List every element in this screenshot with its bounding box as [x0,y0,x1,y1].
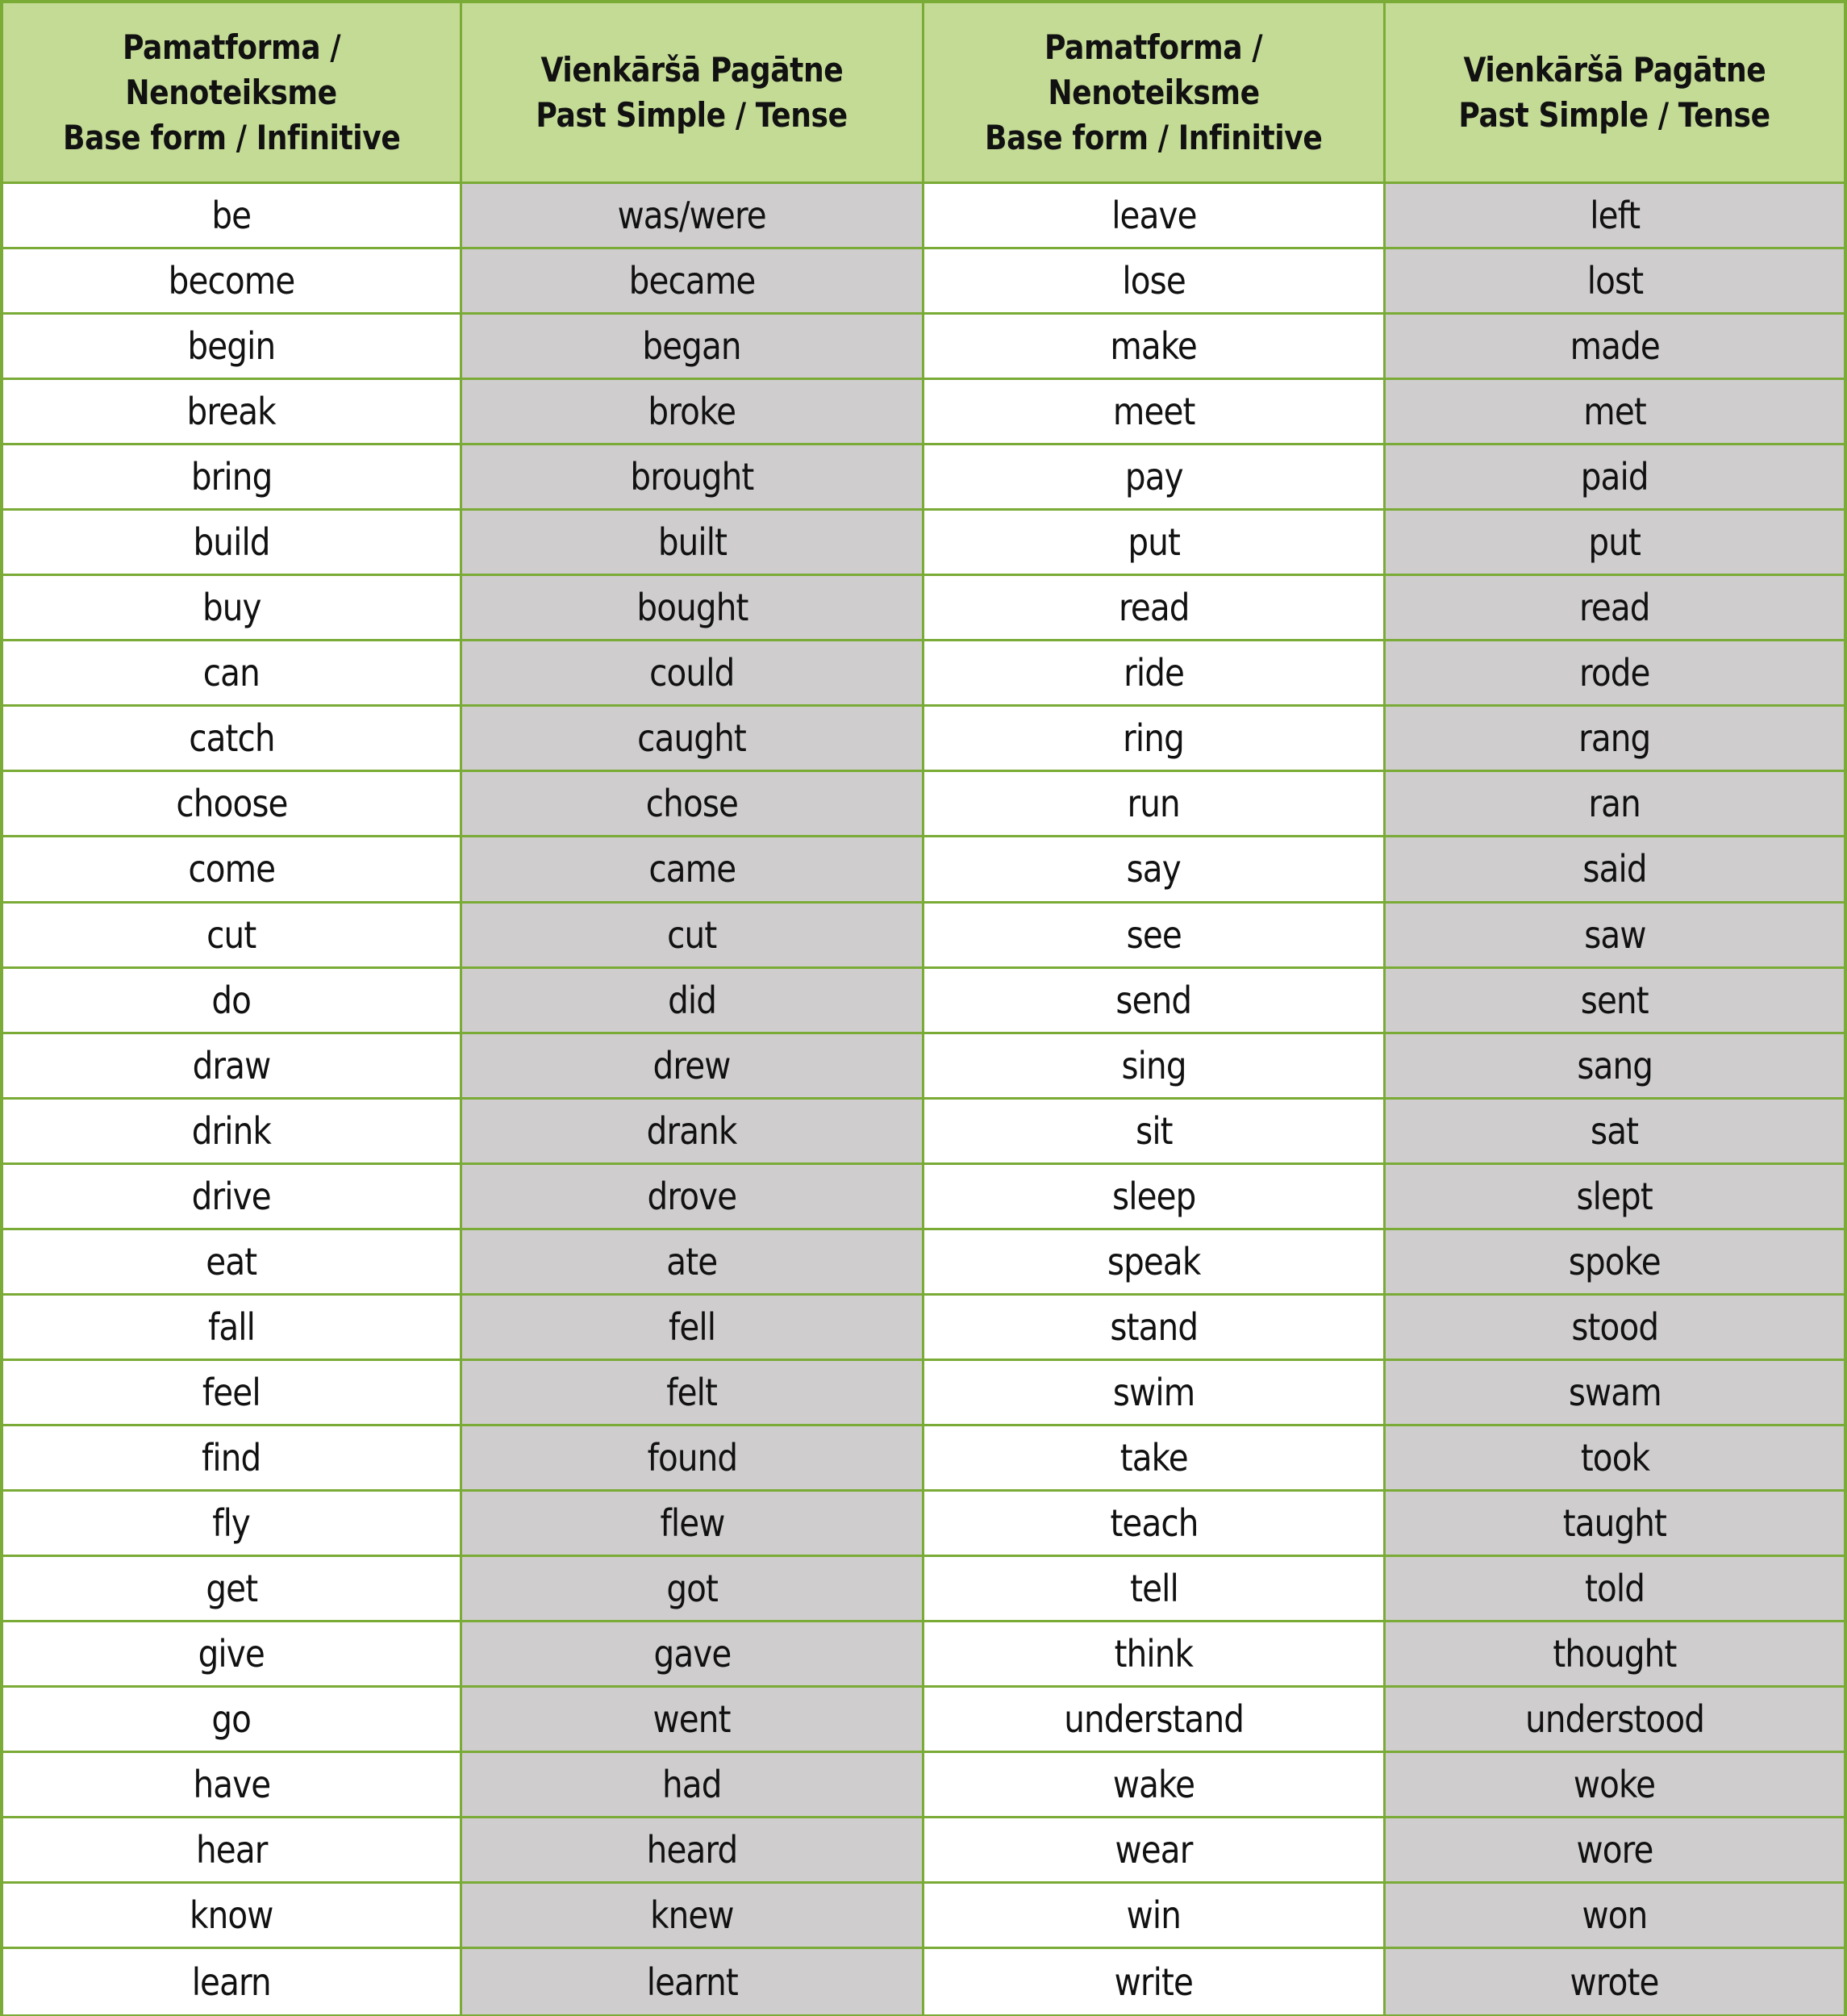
verb-text: wake [1112,1763,1195,1807]
verb-text: caught [637,716,747,761]
verb-text: flew [660,1501,724,1545]
past-simple-cell [1386,1361,1844,1426]
verb-text: go [211,1697,252,1742]
verb-text: paid [1581,455,1649,499]
base-form-cell [3,1034,462,1100]
past-simple-cell [462,1557,924,1622]
header-line: Past Simple / Tense [536,94,848,135]
past-simple-cell [1386,969,1844,1034]
past-simple-cell [462,1688,924,1753]
base-form-cell [3,249,462,315]
verb-text: stood [1571,1304,1658,1349]
base-form-cell [3,904,462,969]
verb-text: did [667,978,717,1022]
base-form-cell [3,1165,462,1230]
base-form-cell [3,772,462,837]
base-form-cell [924,969,1386,1034]
base-form-cell [3,1949,462,2014]
base-form-cell [3,1884,462,1949]
past-simple-cell [1386,315,1844,380]
base-form-cell [924,641,1386,707]
verb-text: began [642,324,742,369]
base-form-cell [3,969,462,1034]
verb-text: put [1128,520,1180,565]
verb-text: told [1584,1567,1645,1610]
verb-text: buy [202,586,261,630]
verb-text: put [1588,520,1641,565]
past-simple-cell [1386,1230,1844,1296]
base-form-cell [924,1230,1386,1296]
past-simple-cell [1386,1688,1844,1753]
verb-text: can [202,651,261,695]
base-form-cell [3,1100,462,1165]
past-simple-cell [1386,1426,1844,1492]
base-form-cell [924,1296,1386,1361]
verb-text: broke [648,390,736,434]
verb-text: came [648,847,736,891]
past-simple-cell [462,1622,924,1688]
past-simple-cell [1386,1034,1844,1100]
verb-text: knew [650,1893,734,1938]
verb-text: catch [188,716,275,761]
past-simple-cell [1386,904,1844,969]
base-form-cell [3,707,462,772]
past-simple-cell [1386,707,1844,772]
past-simple-cell [462,904,924,969]
past-simple-cell [1386,1622,1844,1688]
verb-text: fly [212,1501,251,1545]
past-simple-cell [1386,184,1844,249]
base-form-cell [924,184,1386,249]
verb-text: drink [191,1108,272,1153]
base-form-cell [3,1426,462,1492]
verb-text: stand [1110,1304,1198,1349]
past-simple-cell [462,1492,924,1557]
base-form-cell [924,1818,1386,1884]
verb-text: felt [666,1370,718,1414]
header-line: Vienkāršā Pagātne [540,49,844,90]
verb-text: choose [175,782,288,826]
verb-text: swam [1568,1370,1661,1414]
past-simple-cell [1386,445,1844,511]
past-simple-cell [462,641,924,707]
verb-text: drive [191,1174,272,1218]
verb-text: fall [207,1304,256,1349]
past-simple-cell [1386,1884,1844,1949]
verb-text: sat [1591,1108,1639,1153]
verb-text: made [1570,324,1660,369]
header-line: Base form / Infinitive [985,117,1323,157]
verb-text: gave [653,1632,731,1676]
base-form-cell [924,1034,1386,1100]
header-line: Vienkāršā Pagātne [1463,49,1766,90]
past-simple-cell [1386,772,1844,837]
base-form-cell [3,1818,462,1884]
verb-text: win [1126,1893,1182,1938]
base-form-cell [924,576,1386,641]
base-form-cell [924,1492,1386,1557]
verb-text: had [662,1763,722,1807]
base-form-cell [3,1622,462,1688]
verb-text: found [647,1435,737,1480]
verb-text: bring [190,455,273,499]
verb-text: taught [1562,1501,1667,1545]
verb-text: teach [1109,1501,1199,1545]
verb-text: learnt [646,1960,738,2004]
past-simple-cell [462,1230,924,1296]
header-line: Pamatforma / [122,27,341,67]
past-simple-cell [1386,511,1844,576]
verb-text: understand [1064,1697,1244,1742]
verb-text: drove [647,1174,737,1218]
base-form-cell [924,837,1386,903]
verb-text: ate [666,1239,718,1283]
verb-text: drank [647,1108,737,1153]
verb-text: leave [1111,194,1197,238]
verb-text: find [202,1435,261,1480]
base-form-cell [924,1426,1386,1492]
base-form-cell [3,1230,462,1296]
verb-text: brought [630,455,754,499]
past-simple-cell [462,772,924,837]
verb-text: tell [1129,1567,1178,1610]
base-form-cell [3,380,462,445]
past-simple-cell [462,1361,924,1426]
past-simple-cell [462,707,924,772]
base-form-cell [924,1165,1386,1230]
verb-text: wrote [1570,1960,1659,2004]
verb-text: ring [1123,716,1185,761]
verb-text: make [1110,324,1198,369]
verb-text: lost [1586,259,1643,303]
base-form-cell [924,1557,1386,1622]
past-simple-cell [1386,1296,1844,1361]
base-form-cell [924,1100,1386,1165]
past-simple-cell [462,249,924,315]
base-form-cell [924,1688,1386,1753]
past-simple-cell [1386,837,1844,903]
verb-text: left [1589,194,1641,238]
verb-text: cut [667,912,717,957]
verb-text: built [657,520,727,565]
verb-text: say [1126,847,1182,891]
past-simple-cell [1386,1818,1844,1884]
past-simple-cell [1386,249,1844,315]
verb-text: read [1579,586,1650,630]
base-form-cell [924,1622,1386,1688]
verb-text: draw [192,1043,271,1087]
base-form-cell [3,837,462,903]
base-form-cell [3,1296,462,1361]
past-simple-cell [1386,641,1844,707]
header-line: Nenoteiksme [125,72,338,112]
verb-text: build [193,520,270,565]
verb-text: thought [1553,1632,1677,1676]
verb-text: write [1114,1960,1194,2004]
verb-text: see [1126,912,1182,957]
base-form-cell [924,511,1386,576]
verb-text: begin [187,324,276,369]
verb-text: bought [636,586,748,630]
base-form-cell [924,707,1386,772]
past-simple-cell [462,184,924,249]
base-form-cell [924,772,1386,837]
verb-text: woke [1574,1763,1656,1807]
past-simple-cell [462,1753,924,1818]
verb-text: understood [1525,1697,1704,1742]
past-simple-cell [462,315,924,380]
header-past-simple-2 [1386,3,1844,184]
verb-text: rode [1579,651,1650,695]
past-simple-cell [1386,1949,1844,2014]
base-form-cell [3,1753,462,1818]
verb-text: ran [1588,782,1641,826]
verb-text: spoke [1568,1239,1661,1283]
base-form-cell [3,1557,462,1622]
verb-text: have [193,1763,270,1807]
verb-text: said [1582,847,1647,891]
past-simple-cell [462,969,924,1034]
verb-text: slept [1576,1174,1653,1218]
base-form-cell [924,1753,1386,1818]
verb-text: hear [195,1828,268,1872]
base-form-cell [3,1688,462,1753]
past-simple-cell [462,380,924,445]
verb-text: met [1583,390,1646,434]
header-line: Past Simple / Tense [1458,94,1771,135]
header-line: Pamatforma / [1044,27,1263,67]
verb-text: meet [1112,390,1195,434]
verb-text: went [652,1697,732,1742]
verb-text: send [1115,978,1192,1022]
verb-text: know [190,1893,273,1938]
header-base-form-1 [3,3,462,184]
verb-text: ride [1124,651,1184,695]
base-form-cell [3,315,462,380]
past-simple-cell [462,1296,924,1361]
verb-text: was/were [617,194,767,238]
past-simple-cell [462,445,924,511]
header-past-simple-1 [462,3,924,184]
base-form-cell [3,576,462,641]
past-simple-cell [462,511,924,576]
past-simple-cell [462,837,924,903]
verb-text: become [168,259,295,303]
past-simple-cell [1386,1100,1844,1165]
past-simple-cell [462,1949,924,2014]
header-line: Base form / Infinitive [62,117,401,157]
verb-text: sent [1580,978,1649,1022]
verb-text: took [1580,1435,1649,1480]
past-simple-cell [462,1884,924,1949]
verb-text: got [666,1567,718,1610]
verb-text: speak [1107,1239,1201,1283]
base-form-cell [3,641,462,707]
verb-text: take [1119,1435,1188,1480]
past-simple-cell [1386,1753,1844,1818]
past-simple-cell [462,1034,924,1100]
verb-text: run [1127,782,1181,826]
verb-text: swim [1112,1370,1195,1414]
base-form-cell [924,1361,1386,1426]
verb-text: drew [653,1043,731,1087]
base-form-cell [924,904,1386,969]
base-form-cell [3,511,462,576]
base-form-cell [3,445,462,511]
past-simple-cell [462,1165,924,1230]
past-simple-cell [462,1818,924,1884]
past-simple-cell [1386,1165,1844,1230]
verb-text: eat [206,1239,257,1283]
verb-text: sleep [1111,1174,1196,1218]
verb-text: wore [1576,1828,1653,1872]
base-form-cell [924,315,1386,380]
past-simple-cell [462,1100,924,1165]
header-line: Nenoteiksme [1048,72,1260,112]
verb-text: fell [668,1304,716,1349]
verb-text: heard [646,1828,738,1872]
verb-text: come [188,847,275,891]
verb-text: could [649,651,735,695]
verb-text: rang [1578,716,1651,761]
base-form-cell [3,1361,462,1426]
base-form-cell [924,1949,1386,2014]
verb-text: wear [1115,1828,1193,1872]
past-simple-cell [462,576,924,641]
verb-text: saw [1583,912,1646,957]
past-simple-cell [1386,1492,1844,1557]
verb-text: sang [1577,1043,1653,1087]
verb-text: break [186,390,277,434]
verb-text: chose [645,782,739,826]
past-simple-cell [462,1426,924,1492]
verb-text: think [1114,1632,1194,1676]
base-form-cell [924,380,1386,445]
verb-text: pay [1124,455,1183,499]
verb-text: be [211,194,252,238]
base-form-cell [924,249,1386,315]
verb-text: get [206,1567,257,1610]
verb-text: learn [191,1960,272,2004]
verb-text: won [1582,1893,1648,1938]
verb-text: give [198,1632,265,1676]
base-form-cell [3,1492,462,1557]
verb-text: cut [206,912,256,957]
verb-text: sing [1121,1043,1186,1087]
past-simple-cell [1386,576,1844,641]
past-simple-cell [1386,380,1844,445]
verb-text: do [211,978,252,1022]
base-form-cell [3,184,462,249]
verb-text: lose [1122,259,1186,303]
base-form-cell [924,1884,1386,1949]
past-simple-cell [1386,1557,1844,1622]
header-base-form-2 [924,3,1386,184]
verb-text: sit [1135,1108,1173,1153]
verb-text: read [1118,586,1190,630]
verb-text: became [628,259,756,303]
verb-text: feel [202,1370,261,1414]
base-form-cell [924,445,1386,511]
